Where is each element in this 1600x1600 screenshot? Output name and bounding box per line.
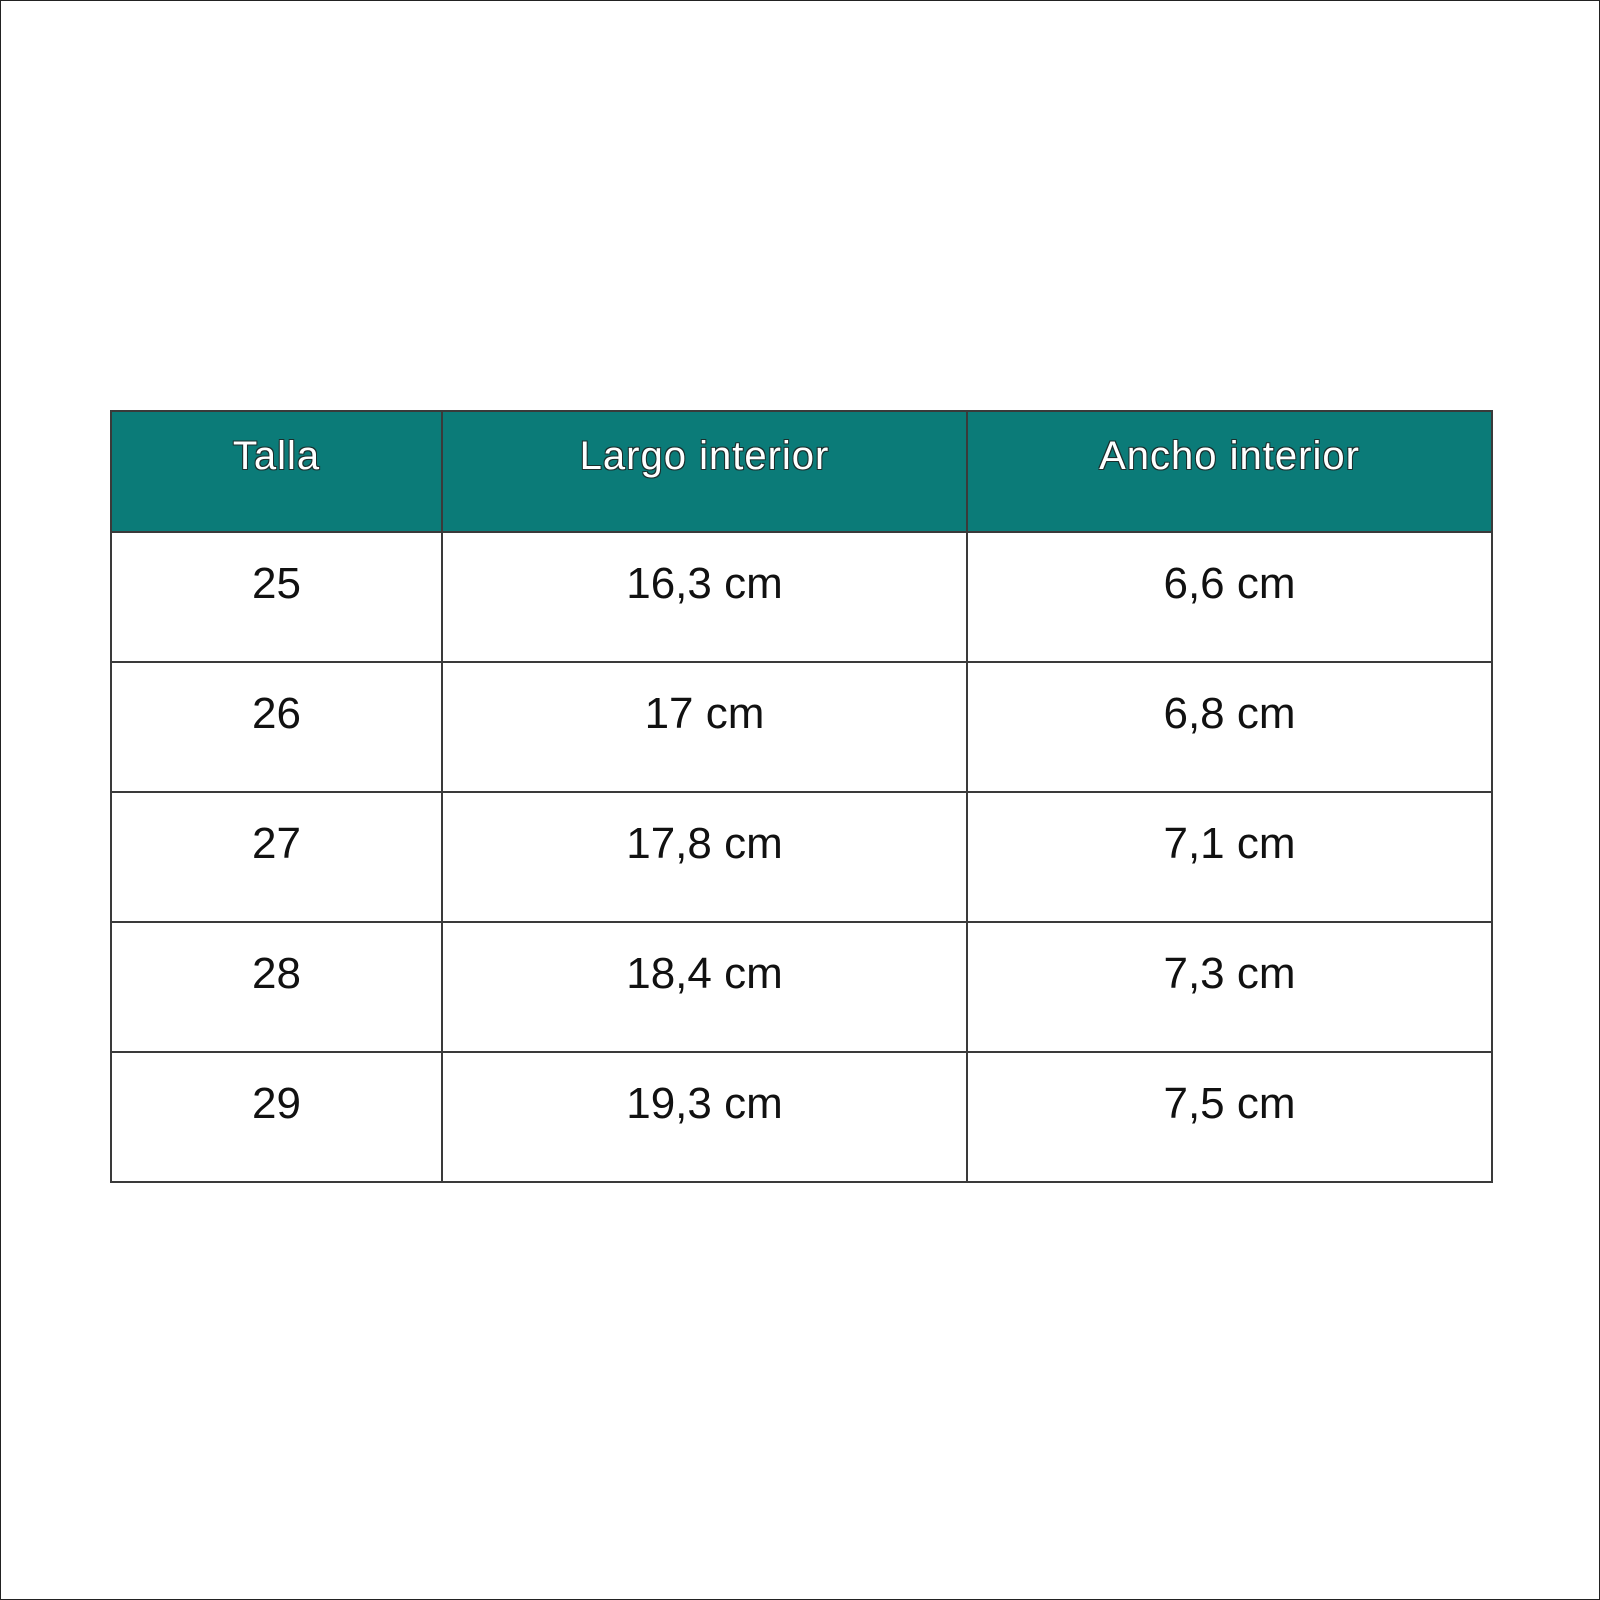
table-header [111, 411, 1492, 532]
cell-largo: 17,8 cm [442, 792, 967, 922]
table-row [111, 1052, 1492, 1182]
cell-talla: 29 [111, 1052, 442, 1182]
cell-ancho: 6,8 cm [967, 662, 1492, 792]
header-row [111, 411, 1492, 532]
size-chart-table [110, 410, 1493, 1183]
cell-talla: 25 [111, 532, 442, 662]
table-row [111, 792, 1492, 922]
cell-ancho: 7,3 cm [967, 922, 1492, 1052]
header-talla: Talla [111, 411, 442, 532]
cell-largo: 19,3 cm [442, 1052, 967, 1182]
cell-largo: 16,3 cm [442, 532, 967, 662]
header-ancho-interior: Ancho interior [967, 411, 1492, 532]
table-row [111, 922, 1492, 1052]
cell-ancho: 7,5 cm [967, 1052, 1492, 1182]
table-body [111, 532, 1492, 1182]
cell-largo: 17 cm [442, 662, 967, 792]
cell-talla: 26 [111, 662, 442, 792]
cell-largo: 18,4 cm [442, 922, 967, 1052]
cell-ancho: 6,6 cm [967, 532, 1492, 662]
cell-ancho: 7,1 cm [967, 792, 1492, 922]
header-largo-interior: Largo interior [442, 411, 967, 532]
cell-talla: 27 [111, 792, 442, 922]
table-row [111, 532, 1492, 662]
table-row [111, 662, 1492, 792]
cell-talla: 28 [111, 922, 442, 1052]
